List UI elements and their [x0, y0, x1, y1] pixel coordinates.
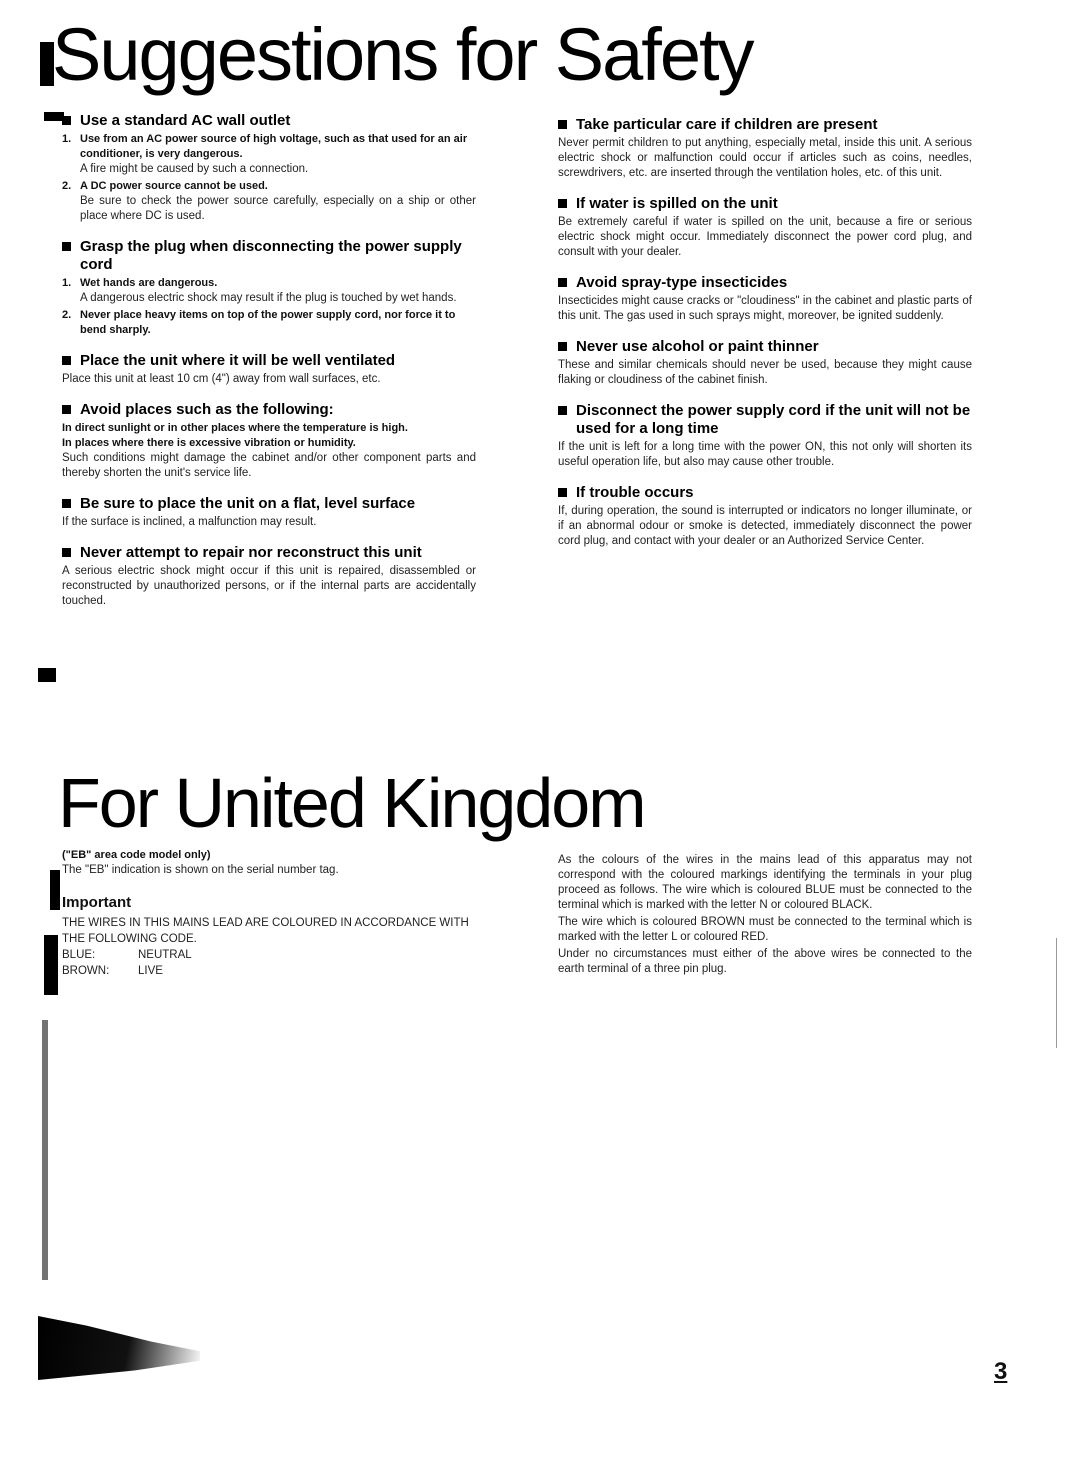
uk-left-column: [62, 848, 482, 979]
section-alcohol: [558, 338, 972, 388]
uk-paragraph: As the colours of the wires in the mains lead of this apparatus may not correspond with the coloured markings identifying the terminals in your plug proceed as follows. The wire which is coloured BLUE must be connected to the terminal which is marked with the letter N or coloured BLACK.: [558, 854, 972, 911]
section-disconnect: [558, 402, 972, 470]
list-item: 1. Wet hands are dangerous. A dangerous electric shock may result if the plug is touched by wet hands.: [62, 277, 457, 304]
section-water-spill: [558, 195, 972, 260]
wires-text: THE WIRES IN THIS MAINS LEAD ARE COLOURED IN ACCORDANCE WITH THE FOLLOWING CODE.: [62, 917, 469, 945]
section-title: If trouble occurs: [576, 484, 694, 501]
uk-paragraph: The wire which is coloured BROWN must be connected to the terminal which is marked with the letter L or coloured RED.: [558, 916, 972, 943]
section-title: Be sure to place the unit on a flat, level surface: [80, 495, 416, 512]
page-title: Suggestions for Safety: [52, 13, 753, 96]
section-body: A serious electric shock might occur if this unit is repaired, disassembled or reconstructed by unauthorized persons, or if the internal parts are accidentally touched.: [62, 565, 476, 607]
section-title: Avoid spray-type insecticides: [576, 274, 788, 291]
list-item: 1. Use from an AC power source of high voltage, such as that used for an air conditioner, is very dangerous. A fire might be caused by such a connection.: [62, 133, 468, 175]
uk-title: For United Kingdom: [58, 764, 645, 842]
section-body: Insecticides might cause cracks or "cloudiness" in the cabinet and plastic parts of this unit. The gas used in such sprays might, moreover, be ignited suddenly.: [558, 295, 972, 322]
scan-edge-mark: [42, 1020, 48, 1280]
scan-shadow: [38, 1316, 200, 1380]
square-bullet-icon: [62, 405, 71, 414]
section-ac-outlet: [62, 112, 476, 224]
section-title: Use a standard AC wall outlet: [80, 112, 291, 129]
section-title: Never attempt to repair nor reconstruct this unit: [80, 544, 422, 561]
list-item: 2. Never place heavy items on top of the power supply cord, nor force it to bend sharply.: [62, 309, 456, 336]
section-insecticides: [558, 274, 972, 324]
warning-text: In direct sunlight or in other places where the temperature is high.: [62, 422, 408, 434]
section-title: Avoid places such as the following:: [80, 401, 334, 418]
square-bullet-icon: [62, 499, 71, 508]
list-item: 2. A DC power source cannot be used. Be sure to check the power source carefully, especially on a ship or other place where DC is used.: [62, 180, 476, 222]
section-title: Place the unit where it will be well ventilated: [80, 352, 396, 369]
square-bullet-icon: [558, 406, 567, 415]
wire-code-row: BLUE: NEUTRAL: [62, 949, 192, 961]
square-bullet-icon: [558, 342, 567, 351]
section-trouble: [558, 484, 972, 549]
section-title: Take particular care if children are present: [576, 116, 878, 133]
uk-note-text: The "EB" indication is shown on the serial number tag.: [62, 864, 339, 876]
scan-edge-mark: [44, 935, 58, 995]
important-heading: Important: [62, 894, 132, 911]
uk-area-note: ("EB" area code model only): [62, 849, 211, 861]
section-avoid-places: [62, 401, 476, 481]
section-title: If water is spilled on the unit: [576, 195, 778, 212]
square-bullet-icon: [62, 548, 71, 557]
section-title: Grasp the plug when disconnecting the power supply cord: [80, 238, 462, 273]
square-bullet-icon: [558, 199, 567, 208]
section-body: Such conditions might damage the cabinet and/or other component parts and thereby shorten the unit's service life.: [62, 452, 476, 479]
left-column: [62, 112, 476, 623]
section-body: Be extremely careful if water is spilled on the unit, because a fire or serious electric shock might occur. Immediately disconnect the power cord plug, and consult with your dealer.: [558, 216, 972, 258]
warning-text: In places where there is excessive vibration or humidity.: [62, 437, 356, 449]
section-children: [558, 116, 972, 181]
scan-line: [1056, 938, 1057, 1048]
wire-code-row: BROWN: LIVE: [62, 965, 163, 977]
section-body: Never permit children to put anything, especially metal, inside this unit. A serious electric shock or malfunction could occur if articles such as coins, needles, screwdrivers, etc. are inserted through the ventilation holes, etc. of this unit.: [558, 137, 972, 179]
right-column: [558, 116, 972, 563]
section-title: Disconnect the power supply cord if the unit will not be used for a long time: [576, 402, 971, 437]
section-title: Never use alcohol or paint thinner: [576, 338, 819, 355]
section-ventilation: [62, 352, 476, 387]
uk-paragraph: Under no circumstances must either of the above wires be connected to the earth terminal of a three pin plug.: [558, 948, 972, 975]
square-bullet-icon: [62, 116, 71, 125]
section-body: If the unit is left for a long time with the power ON, this not only will shorten its useful operation life, but also may cause other trouble.: [558, 441, 972, 468]
square-bullet-icon: [558, 488, 567, 497]
square-bullet-icon: [558, 120, 567, 129]
section-body: If the surface is inclined, a malfunction may result.: [62, 516, 317, 528]
page-number: 3: [994, 1358, 1008, 1385]
square-bullet-icon: [558, 278, 567, 287]
square-bullet-icon: [62, 356, 71, 365]
scan-edge-mark: [38, 668, 56, 682]
section-body: If, during operation, the sound is interrupted or indicators no longer illuminate, or if an abnormal odour or smoke is detected, immediately disconnect the power cord plug, and contact with your dealer or an Authorized Service Center.: [558, 505, 972, 547]
section-body: These and similar chemicals should never be used, because they might cause flaking or cloudiness of the cabinet finish.: [558, 359, 972, 386]
scan-edge-mark: [50, 870, 60, 910]
section-no-repair: [62, 544, 476, 609]
section-body: Place this unit at least 10 cm (4") away from wall surfaces, etc.: [62, 373, 381, 385]
scan-edge-mark: [44, 112, 64, 121]
square-bullet-icon: [62, 242, 71, 251]
section-level-surface: [62, 495, 476, 530]
section-grasp-plug: [62, 238, 476, 338]
uk-right-column: [558, 853, 972, 979]
